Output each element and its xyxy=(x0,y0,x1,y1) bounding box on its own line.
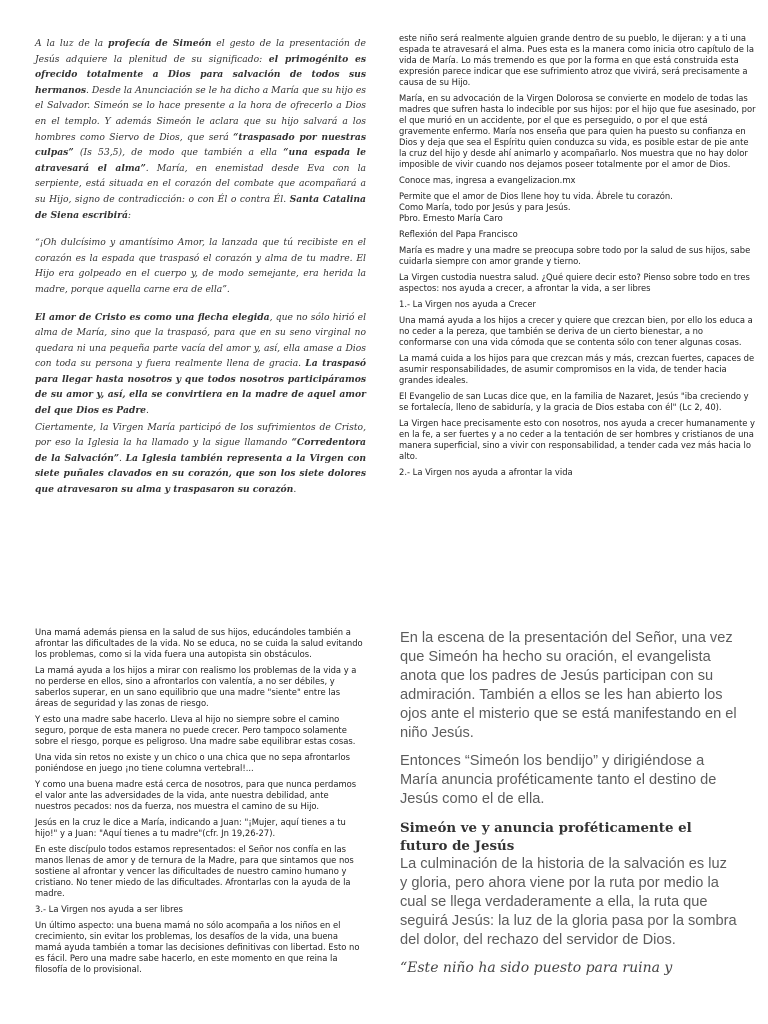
paragraph: 1.- La Virgen nos ayuda a Crecer xyxy=(399,299,536,309)
text-run: Ciertamente, la Virgen María participó de los sufrimientos de Cristo, por eso la Iglesia la ha llamado y la sigue llamando xyxy=(35,421,366,449)
paragraph: La mamá cuida a los hijos para que crezcan más y más, crezcan fuertes, capaces de asumir responsabilidades, de asumir compromisos en la vida, de tender hacia grandes ideales. xyxy=(399,353,755,385)
bold-run: Santa Catalina de Siena escribirá xyxy=(35,193,366,221)
paragraph: El Evangelio de san Lucas dice que, en la familia de Nazaret, Jesús "iba creciendo y se fortalecía, lleno de sabiduría, y la gracia de Dios estaba con él" (Lc 2, 40). xyxy=(399,391,749,412)
body-text xyxy=(0,615,384,975)
paragraph: María, en su advocación de la Virgen Dolorosa se convierte en modelo de todas las madres que sufren hasta lo indecible por sus hijos: por el hijo que fue asesinado, por el que murió en un accidente, por el que es perseguido, o por el que está gravemente enfermo. María nos enseña que para quien ha puesto su confianza en Dios y deja que sea el Espíritu quien conduzca su vida, es posible estar de pie ante la cruz del hijo y desde ahí animarlo y acompañarlo. Nos muestra que no hay dolor imposible de vivir cuando nos dejamos poseer totalmente por el amor de Dios. xyxy=(399,93,756,169)
text-run: , que no sólo hirió el alma de María, sino que la traspasó, para que en su seno virginal no quedara ni una pequeña parte vacía del amor y, así, ella amase a Dios con toda su persona y fuera realmente llena de gracia. xyxy=(35,311,367,370)
text-run: el gesto de la presentación de Jesús adquiere la plenitud de su significado: xyxy=(35,38,366,65)
bold-run: “Corredentora de la Salvación” xyxy=(35,437,366,464)
paragraph: este niño será realmente alguien grande dentro de su pueblo, le dijeran: y a ti una espada te atravesará el alma. Pues esta es la manera como inicia otro capítulo de la vida de María. Lo más tremendo es que por la forma en que está construida esta expresión parece indicar que ese sufrimiento atroz que vivirá, será precisamente a causa de su Hijo. xyxy=(399,33,754,87)
bold-run: El amor de Cristo es como una flecha elegida xyxy=(35,311,270,323)
bold-run: el primogénito es ofrecido totalmente a Dios para salvación de todos sus hermanos xyxy=(35,53,366,96)
paragraph: Jesús en la cruz le dice a María, indicando a Juan: "¡Mujer, aquí tienes a tu hijo!" y a Juan: "Aquí tienes a tu madre"(cfr. Jn 19,26-27). xyxy=(35,817,346,838)
text-run: . xyxy=(146,405,149,417)
body-text xyxy=(384,615,768,978)
paragraph: María es madre y una madre se preocupa sobre todo por la salud de sus hijos, sabe cuidarla siempre con amor grande y tierno. xyxy=(399,245,751,266)
paragraph: La Virgen custodia nuestra salud. ¿Qué quiere decir esto? Pienso sobre todo en tres aspectos: nos ayuda a crecer, a afrontar la vida, a ser libres xyxy=(399,272,750,293)
text-run: : xyxy=(127,209,132,221)
paragraph: La mamá ayuda a los hijos a mirar con realismo los problemas de la vida y a no perderse en ellos, sino a afrontarlos con valentía, a no ser débiles, y saberlos superar, en un sano equilibrio que una madre "siente" entre las áreas de seguridad y las zonas de riesgo. xyxy=(35,665,357,708)
paragraph-catalina-quote: “¡Oh dulcísimo y amantísimo Amor, la lanzada que tú recibiste en el corazón es la espada que traspasó el corazón y alma de tu madre. El Hijo era golpeado en el cuerpo y, de modo semejante, era herida la madre, porque aquella carne era de ella”. xyxy=(35,237,366,295)
section-heading: Simeón ve y anuncia proféticamente el futuro de Jesús xyxy=(400,820,692,854)
page-panel-top-right xyxy=(384,0,768,560)
body-text xyxy=(35,36,366,498)
paragraph-corredentora xyxy=(35,420,366,498)
paragraph: Reflexión del Papa Francisco xyxy=(399,229,518,239)
page-panel-bottom-right xyxy=(384,615,768,1024)
paragraph: Una mamá ayuda a los hijos a crecer y quiere que crezcan bien, por ello los educa a no ceder a la pereza, que también se deriva de un cierto bienestar, a no conformarse con una vida cómoda que se contenta sólo con tener algunas cosas. xyxy=(399,315,753,347)
paragraph: Una vida sin retos no existe y un chico o una chica que no sepa afrontarlos poniéndose en juego ¡no tiene columna vertebral!... xyxy=(35,752,350,773)
page-panel-top-left xyxy=(0,0,384,560)
paragraph: Permite que el amor de Dios llene hoy tu vida. Ábrele tu corazón. Como María, todo por Jesús y para Jesús. Pbro. Ernesto María Caro xyxy=(399,191,673,223)
paragraph: 3.- La Virgen nos ayuda a ser libres xyxy=(35,904,183,914)
text-run: . María, en enemistad desde Eva con la serpiente, está situada en el corazón del combate que acompañará a su Hijo, signo de contradicción: o con Él o contra Él. xyxy=(35,162,366,205)
paragraph: La Virgen hace precisamente esto con nosotros, nos ayuda a crecer humanamente y en la fe, a ser fuertes y a no ceder a la tentación de ser hombres y cristianos de una manera superficial, sino a vivir con responsabilidad, a tender cada vez más hacia lo alto. xyxy=(399,418,756,461)
paragraph-love-arrow xyxy=(35,310,366,419)
bold-run: “traspasado por nuestras culpas” xyxy=(35,131,366,159)
paragraph: Y esto una madre sabe hacerlo. Lleva al hijo no siempre sobre el camino seguro, porque de esta manera no puede crecer. Pero tampoco solamente sobre el riesgo, porque es peligroso. Una madre sabe equilibrar estas cosas. xyxy=(35,714,356,746)
paragraph-light-and-glory: La culminación de la historia de la salvación es luz y gloria, pero ahora viene por la ruta por medio la cual se llega verdaderamente a ella, la ruta que seguirá Jesús: la luz de la gloria pasa por la sombra del dolor, del rechazo del servidor de Dios. xyxy=(400,856,737,948)
page-panel-bottom-left xyxy=(0,615,384,1024)
text-run: . Desde la Anunciación se le ha dicho a María que su hijo es el Salvador. Simeón se lo hace presente a la hora de ofrecerlo a Dios en el templo. Y además Simeón le aclara que su hijo salvará a los hombres como Siervo de Dios, que será xyxy=(35,84,366,143)
bold-run: “una espada le atravesará el alma” xyxy=(35,147,366,174)
paragraph-presentation-scene: En la escena de la presentación del Señor, una vez que Simeón ha hecho su oración, el evangelista anota que los padres de Jesús participan con su admiración. También a ellos se les han abierto los ojos ante el misterio que se está manifestando en el niño Jesús. xyxy=(400,630,737,741)
quote-start: “Este niño ha sido puesto para ruina y xyxy=(400,960,673,976)
paragraph-simeon-blessing: Entonces “Simeón los bendijo” y dirigiéndose a María anuncia proféticamente tanto el destino de Jesús como el de ella. xyxy=(400,753,717,807)
bold-run: La traspasó para llegar hasta nosotros y que todos nosotros participáramos de su amor y, así, ella se convirtiera en la madre de aquel amor del que Dios es Padre xyxy=(35,358,367,417)
paragraph: Conoce mas, ingresa a evangelizacion.mx xyxy=(399,175,576,185)
paragraph-simeon-prophecy xyxy=(35,36,366,223)
paragraph: Y como una buena madre está cerca de nosotros, para que nunca perdamos el valor ante las adversidades de la vida, ante nuestra debilidad, ante nuestros pecados: nos da fuerza, nos muestra el camino de su Hijo. xyxy=(35,779,357,811)
paragraph: En este discípulo todos estamos representados: el Señor nos confía en las manos llenas de amor y de ternura de la Madre, para que sintamos que nos sostiene al afrontar y vencer las dificultades de nuestro camino humano y cristiano. No tener miedo de las dificultades. Afrontarlas con la ayuda de la madre. xyxy=(35,844,354,898)
paragraph: Un último aspecto: una buena mamá no sólo acompaña a los niños en el crecimiento, sin evitar los problemas, los desafíos de la vida, una buena mamá ayuda también a tomar las decisiones definitivas con libertad. Esto no es fácil. Pero una madre sabe hacerlo, en este momento en que reina la filosofía de lo provisional. xyxy=(35,920,360,974)
text-run: . xyxy=(293,484,297,496)
bold-run: La Iglesia también representa a la Virgen con siete puñales clavados en su corazón, que son los siete dolores que atravesaron su alma y traspasaron su corazón xyxy=(35,452,367,496)
bold-run: profecía de Simeón xyxy=(108,38,212,49)
body-text xyxy=(384,0,768,478)
text-run: (Is 53,5), de modo que también a ella xyxy=(73,147,284,159)
text-run: . xyxy=(119,452,126,464)
paragraph: 2.- La Virgen nos ayuda a afrontar la vida xyxy=(399,467,573,477)
text-run: A la luz de la xyxy=(35,38,109,49)
paragraph: Una mamá además piensa en la salud de sus hijos, educándoles también a afrontar las dificultades de la vida. No se educa, no se cuida la salud evitando los problemas, como si la vida fuera una autopista sin obstáculos. xyxy=(35,627,363,659)
